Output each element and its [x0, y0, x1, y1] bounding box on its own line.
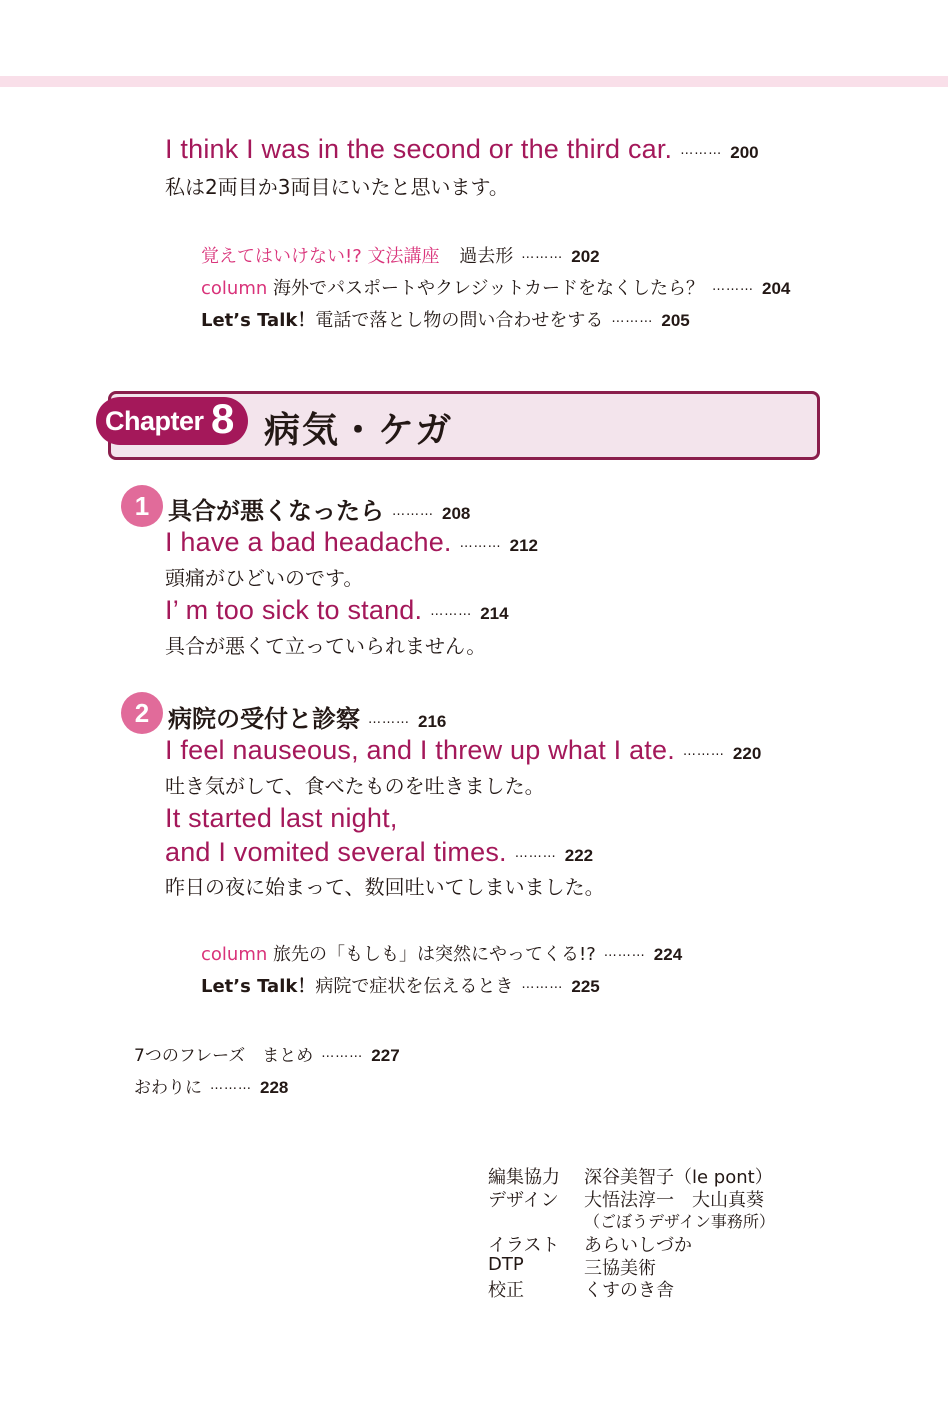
appendix-title: おわりに: [134, 1078, 202, 1098]
column-title: 旅先の「もしも」は突然にやってくる!?: [273, 944, 596, 965]
chapter-word: Chapter: [105, 406, 204, 436]
phrase-entry-222[interactable]: [165, 803, 593, 868]
phrase-entry-214[interactable]: [165, 595, 509, 626]
lets-talk-title: 病院で症状を伝えるとき: [315, 976, 514, 997]
leader-dots: ………: [712, 279, 755, 294]
column-label: column: [201, 278, 268, 299]
page-number: 202: [571, 247, 600, 266]
page-number: 224: [653, 945, 683, 964]
page-number: 204: [762, 279, 791, 298]
appendix-entry-227[interactable]: [134, 1041, 400, 1066]
phrase-japanese: 吐き気がして、食べたものを吐きました。: [165, 774, 545, 798]
page-number: 227: [371, 1046, 400, 1065]
credit-value: 三協美術: [584, 1258, 656, 1279]
phrase-japanese: 私は2両目か3両目にいたと思います。: [165, 175, 509, 199]
column-title: 海外でパスポートやクレジットカードをなくしたら？: [273, 278, 705, 299]
phrase-english: I have a bad headache.: [165, 527, 452, 557]
leader-dots: ………: [368, 712, 410, 727]
page-number: 214: [480, 604, 509, 623]
page-number: 216: [418, 712, 447, 731]
leader-dots: ………: [210, 1078, 252, 1093]
phrase-entry-212[interactable]: [165, 527, 538, 558]
credit-label: デザイン: [488, 1190, 559, 1211]
section-title: 具合が悪くなったら: [168, 497, 384, 525]
phrase-english-line2-row: [165, 837, 593, 868]
credit-label: イラスト: [488, 1235, 560, 1256]
page-number: 200: [730, 143, 759, 162]
phrase-japanese: 頭痛がひどいのです。: [165, 566, 364, 590]
chapter-badge: [96, 397, 248, 445]
lets-talk-label: Let’s Talk！: [201, 310, 316, 331]
phrase-entry-220[interactable]: [165, 735, 761, 766]
section-number-circle: 1: [121, 485, 163, 527]
lets-talk-entry-225[interactable]: [201, 972, 600, 998]
leader-dots: ………: [603, 945, 646, 960]
column-label: column: [201, 944, 268, 965]
page-number: 225: [571, 977, 600, 996]
leader-dots: ………: [521, 977, 564, 992]
lets-talk-title: 電話で落とし物の問い合わせをする: [315, 310, 604, 331]
grammar-title: 過去形: [459, 246, 514, 267]
page-number: 212: [509, 536, 539, 555]
column-entry-204[interactable]: [201, 274, 790, 300]
page-number: 205: [661, 311, 690, 330]
leader-dots: ………: [521, 247, 564, 262]
lets-talk-label: Let’s Talk！: [201, 976, 316, 997]
phrase-english: I think I was in the second or the third car.: [165, 134, 673, 164]
credit-label: 校正: [488, 1280, 524, 1301]
credit-label: DTP: [488, 1254, 524, 1275]
section-number-circle: 2: [121, 692, 163, 734]
grammar-label: 覚えてはいけない!? 文法講座: [201, 246, 440, 267]
credit-value: あらいしづか: [584, 1235, 692, 1256]
leader-dots: ………: [514, 846, 557, 861]
credit-value: （ごぼうデザイン事務所）: [584, 1212, 775, 1231]
credit-value: 深谷美智子（le pont）: [584, 1167, 773, 1188]
phrase-english: I’ m too sick to stand.: [165, 595, 423, 625]
leader-dots: ………: [459, 536, 502, 551]
grammar-entry[interactable]: [201, 242, 600, 268]
leader-dots: ………: [680, 143, 723, 158]
leader-dots: ………: [430, 604, 473, 619]
phrase-japanese: 昨日の夜に始まって、数回吐いてしまいました。: [165, 875, 605, 899]
leader-dots: ………: [321, 1046, 364, 1061]
phrase-entry-200[interactable]: [165, 134, 759, 165]
appendix-entry-228[interactable]: [134, 1073, 288, 1098]
credit-value: くすのき舎: [584, 1280, 674, 1301]
phrase-english: I feel nauseous, and I threw up what I ate.: [165, 735, 675, 765]
chapter-number: 8: [211, 395, 235, 442]
chapter-title[interactable]: 病気・ケガ: [264, 410, 454, 451]
credit-label: 編集協力: [488, 1167, 560, 1188]
appendix-title: 7つのフレーズ まとめ: [134, 1046, 314, 1066]
leader-dots: ………: [392, 504, 434, 519]
section-heading-1[interactable]: [168, 491, 470, 526]
section-title: 病院の受付と診察: [168, 705, 360, 733]
column-entry-224[interactable]: [201, 940, 682, 966]
phrase-english-line2: and I vomited several times.: [165, 837, 507, 867]
phrase-japanese: 具合が悪くて立っていられません。: [165, 634, 487, 658]
page-number: 222: [564, 846, 594, 865]
section-heading-2[interactable]: [168, 699, 446, 734]
leader-dots: ………: [682, 744, 725, 759]
page-number: 220: [732, 744, 762, 763]
phrase-english-line1: It started last night,: [165, 803, 398, 833]
credit-value: 大悟法淳一 大山真葵: [584, 1190, 764, 1211]
top-pink-band: [0, 76, 948, 87]
lets-talk-entry-205[interactable]: [201, 306, 690, 332]
page-number: 228: [260, 1078, 289, 1097]
page-number: 208: [442, 504, 471, 523]
leader-dots: ………: [611, 311, 654, 326]
